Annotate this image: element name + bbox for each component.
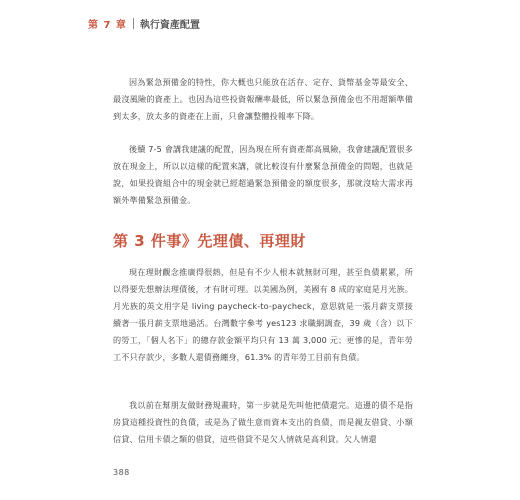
body-paragraph: 我以前在幫朋友做財務規畫時，第一步就是先叫他把債還完。這邊的債不是指房貸這種投資性的負債，或是為了做生意而資本支出的負債，而是親友借貸、小額信貸、信用卡債之類的借貸，這些借貸不是欠人情就是高利貸。欠人情還 <box>113 400 413 444</box>
body-paragraph: 後續 7-5 會講我建議的配置，因為現在所有資產都高風險，我會建議配置很多放在現金上，所以以這樣的配置來講，就比較沒有什麼緊急預備金的問題，也就是說，如果投資組合中的現金就已經超過緊急預備金的額度很多，那就沒啥大需求再額外準備緊急預備金。 <box>113 144 413 205</box>
chapter-title: 執行資產配置 <box>139 20 200 31</box>
body-paragraph: 現在理財觀念推廣得很熱，但是有不少人根本就無財可理，甚至負債累累，所以得要先想辦法理債後，才有財可理。以美國為例，美國有 8 成的家庭是月光族。月光族的英文用字是 living paycheck-to-paycheck，意思就是一張月薪支票接續著一張月薪支票地過活。台灣數字參考 yes123 求職網調查，39 歲（含）以下的勞工，「個人名下」的總存款金額平均只有 13 萬 3,000 元；更慘的是，青年勞工不只存款少，多數人還債務纏身，61.3% 的青年勞工目前有負債。 <box>113 267 413 362</box>
chapter-label: 第 7 章 <box>88 20 127 31</box>
page-number: 388 <box>113 468 130 477</box>
header-divider <box>133 18 134 29</box>
section-heading: 第 3 件事》先理債、再理財 <box>113 232 306 250</box>
body-paragraph: 因為緊急預備金的特性，你大概也只能放在活存、定存、貨幣基金等最安全、最沒風險的資產上。也因為這些投資報酬率最低，所以緊急預備金也不用超額準備到太多，放太多的資產在上面，只會讓整體投報率下降。 <box>113 77 413 121</box>
running-header <box>88 16 200 31</box>
